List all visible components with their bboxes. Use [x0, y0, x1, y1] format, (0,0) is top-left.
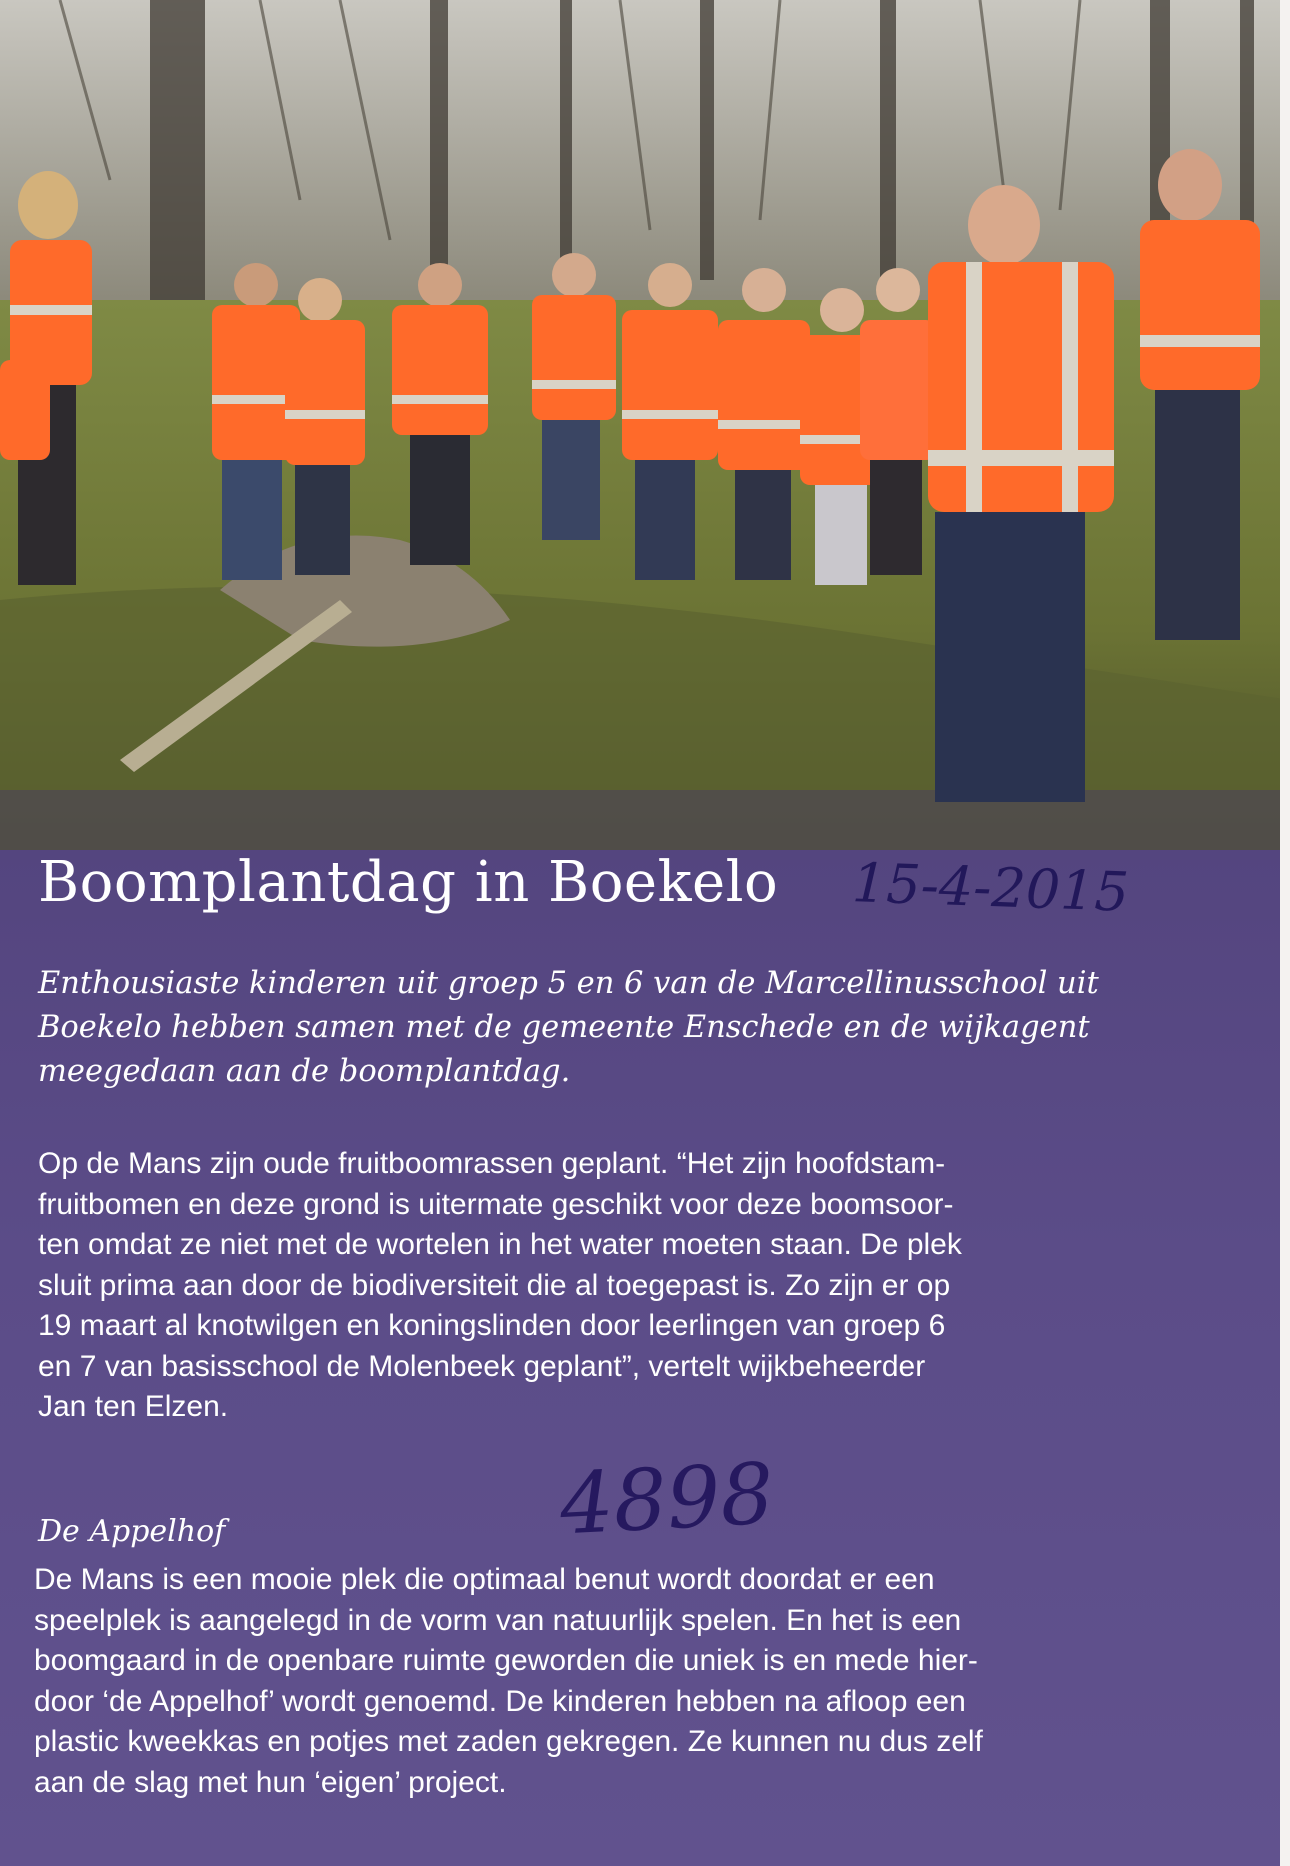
handwritten-archive-number: 4898: [557, 1444, 777, 1554]
article-body: [38, 1144, 1258, 1428]
body-line: Jan ten Elzen.: [38, 1390, 229, 1423]
article-headline: Boomplantdag in Boekelo: [38, 850, 779, 915]
body-line: plastic kweekkas en potjes met zaden gekregen. Ze kunnen nu dus zelf: [34, 1725, 983, 1758]
body-line: ten omdat ze niet met de wortelen in het water moeten staan. De plek: [38, 1228, 962, 1261]
body-line: aan de slag met hun ‘eigen’ project.: [34, 1765, 507, 1799]
lead-line: Boekelo hebben samen met de gemeente Enschede en de wijkagent: [38, 1010, 1090, 1045]
article-body-section-2: [34, 1560, 1254, 1803]
article-subhead: De Appelhof: [38, 1514, 226, 1549]
body-line: boomgaard in de openbare ruimte geworden die uniek is en mede hier-: [34, 1644, 978, 1677]
body-line: fruitbomen en deze grond is uitermate geschikt voor deze boomsoor-: [38, 1187, 954, 1221]
article-lead: [38, 962, 1238, 1094]
paper-edge: [1280, 0, 1290, 1866]
body-line: speelplek is aangelegd in de vorm van natuurlijk spelen. En het is een: [34, 1603, 962, 1637]
body-line: De Mans is een mooie plek die optimaal benut wordt doordat er een: [34, 1563, 935, 1596]
body-line: 19 maart al knotwilgen en koningslinden door leerlingen van groep 6: [38, 1309, 946, 1342]
body-line: door ‘de Appelhof’ wordt genoemd. De kinderen hebben na afloop een: [34, 1684, 966, 1718]
body-line: Op de Mans zijn oude fruitboomrassen geplant. “Het zijn hoofdstam-: [38, 1147, 946, 1180]
body-line: sluit prima aan door de biodiversiteit die al toegepast is. Zo zijn er op: [38, 1268, 951, 1302]
photo-illustration: [0, 0, 1290, 850]
body-line: en 7 van basisschool de Molenbeek geplant”, vertelt wijkbeheerder: [38, 1349, 926, 1383]
lead-line: meegedaan aan de boomplantdag.: [38, 1054, 571, 1089]
group-photo: [0, 0, 1290, 850]
handwritten-date: 15-4-2015: [850, 851, 1131, 924]
lead-line: Enthousiaste kinderen uit groep 5 en 6 van de Marcellinusschool uit: [38, 966, 1099, 1001]
